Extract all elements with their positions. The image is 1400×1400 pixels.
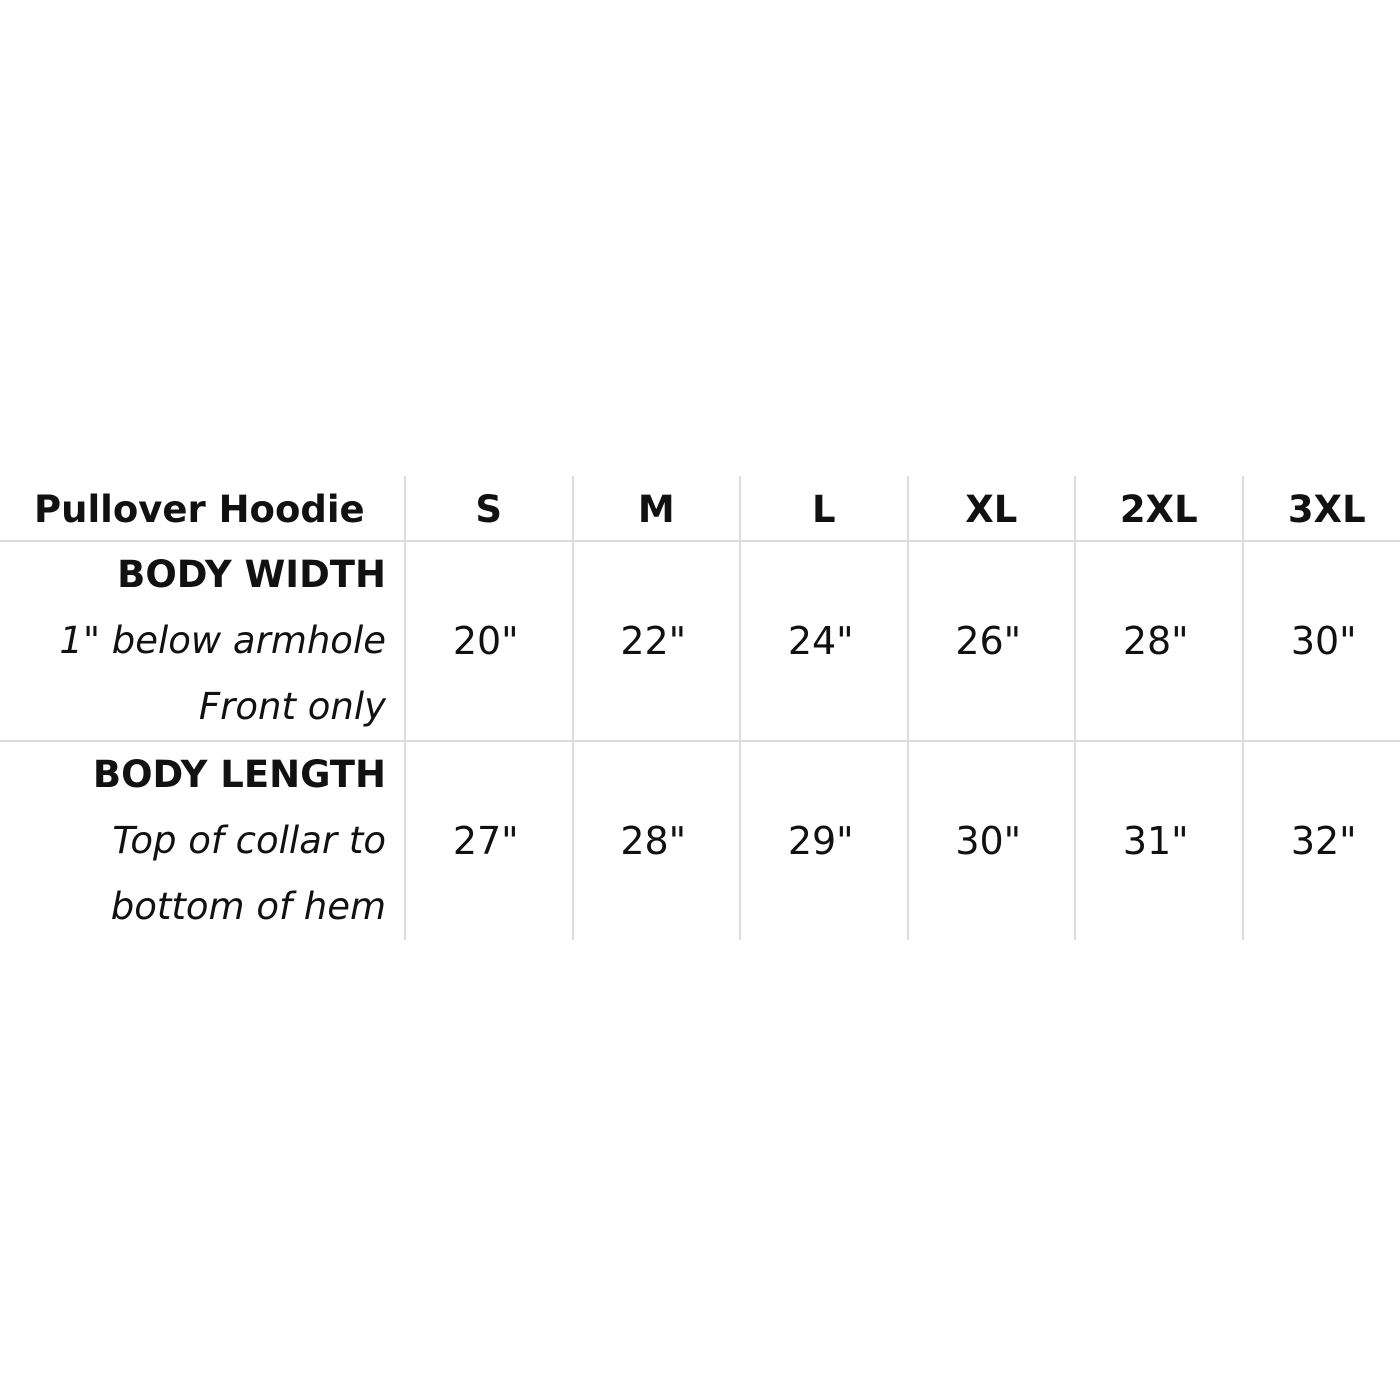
value-cell: 30" [908,741,1076,940]
table-row-body-width [0,541,1400,741]
row-subtitle: bottom of hem [110,885,386,928]
row-subtitle: Top of collar to [112,819,386,862]
size-header-3xl: 3XL [1243,476,1400,541]
value-cell: 29" [740,741,908,940]
value-cell: 28" [573,741,741,940]
table-row-body-length [0,741,1400,940]
value-cell: 26" [908,541,1076,741]
value-cell: 31" [1075,741,1243,940]
value-cell: 20" [405,541,573,741]
value-cell: 28" [1075,541,1243,741]
value-cell: 30" [1243,541,1400,741]
size-chart-table [0,476,1400,940]
size-header-l: L [740,476,908,541]
value-cell: 32" [1243,741,1400,940]
size-header-m: M [573,476,741,541]
row-label-body-width [0,541,405,741]
row-title: BODY WIDTH [117,553,386,596]
value-cell: 27" [405,741,573,940]
row-title: BODY LENGTH [92,753,386,796]
size-header-xl: XL [908,476,1076,541]
row-subtitle: Front only [198,685,386,728]
value-cell: 22" [573,541,741,741]
row-label-body-length [0,741,405,940]
value-cell: 24" [740,541,908,741]
size-header-s: S [405,476,573,541]
row-subtitle: 1" below armhole [59,619,386,662]
header-row [0,476,1400,541]
size-header-2xl: 2XL [1075,476,1243,541]
table-title: Pullover Hoodie [0,476,405,541]
